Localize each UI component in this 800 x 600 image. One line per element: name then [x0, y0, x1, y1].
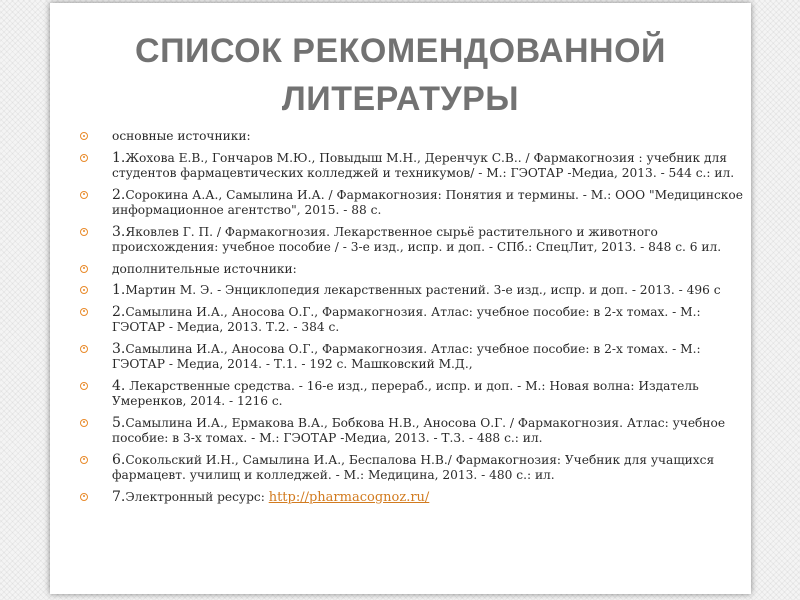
- reference-item: [108, 453, 744, 484]
- item-number: 2.: [112, 303, 126, 320]
- slide-card: [50, 3, 751, 594]
- reference-item: [108, 151, 744, 182]
- slide-title: [50, 27, 751, 123]
- item-number: 2.: [112, 186, 126, 203]
- item-text: основные источники:: [112, 129, 251, 143]
- bullet-icon: [80, 493, 88, 501]
- reference-list: [108, 129, 744, 511]
- item-number: 5.: [112, 414, 126, 431]
- item-number: 3.: [112, 223, 126, 240]
- reference-item: [108, 283, 744, 299]
- item-text: Самылина И.А., Аносова О.Г., Фармакогнозия. Атлас: учебное пособие: в 2-х томах. - М.: ГЭОТАР - Медиа, 2013. Т.2. - 384 с.: [112, 304, 701, 334]
- item-text: Сорокина А.А., Самылина И.А. / Фармакогнозия: Понятия и термины. - М.: ООО "Медицинское информационное агентство", 2015. - 88 с.: [112, 187, 743, 217]
- title-line-2: ЛИТЕРАТУРЫ: [281, 80, 520, 118]
- item-number: 4.: [112, 377, 126, 394]
- title-line-1: СПИСОК РЕКОМЕНДОВАННОЙ: [135, 32, 666, 70]
- item-text: Жохова Е.В., Гончаров М.Ю., Повыдыш М.Н., Деренчук С.В.. / Фармакогнозия : учебник для студентов фармацевтических колледжей и техникумов/ - М.: ГЭОТАР -Медиа, 2013. - 544 с.: ил.: [112, 150, 735, 180]
- reference-item: [108, 379, 744, 410]
- bullet-icon: [80, 228, 88, 236]
- reference-item: [108, 490, 744, 506]
- item-number: 7.: [112, 488, 126, 505]
- item-number: 6.: [112, 451, 126, 468]
- bullet-icon: [80, 154, 88, 162]
- reference-item: [108, 305, 744, 336]
- item-text: Сокольский И.Н., Самылина И.А., Беспалова Н.В./ Фармакогнозия: Учебник для учащихся фармацевт. училищ и колледжей. - М.: Медицина, 2013. - 480 с.: ил.: [112, 452, 715, 482]
- item-text: Самылина И.А., Ермакова В.А., Бобкова Н.В., Аносова О.Г. / Фармакогнозия. Атлас: учебное пособие: в 3-х томах. - М.: ГЭОТАР -Медиа, 2013. - Т.3. - 488 с.: ил.: [112, 415, 726, 445]
- bullet-icon: [80, 286, 88, 294]
- reference-item: [108, 342, 744, 373]
- bullet-icon: [80, 132, 88, 140]
- bullet-icon: [80, 308, 88, 316]
- item-number: 3.: [112, 340, 126, 357]
- bullet-icon: [80, 456, 88, 464]
- reference-item: [108, 188, 744, 219]
- item-number: 1.: [112, 282, 126, 298]
- resource-link[interactable]: http://pharmacognoz.ru/: [268, 489, 430, 505]
- item-text: Электронный ресурс:: [125, 489, 269, 504]
- item-number: 1.: [112, 149, 126, 166]
- bullet-icon: [80, 382, 88, 390]
- bullet-icon: [80, 191, 88, 199]
- section-heading: [108, 129, 744, 145]
- section-heading: [108, 262, 744, 278]
- item-text: Мартин М. Э. - Энциклопедия лекарственных растений. 3-е изд., испр. и доп. - 2013. - 496 с: [125, 283, 721, 297]
- item-text: Самылина И.А., Аносова О.Г., Фармакогнозия. Атлас: учебное пособие: в 2-х томах. - М.: ГЭОТАР - Медиа, 2014. - Т.1. - 192 с. Машковский М.Д.,: [112, 341, 701, 371]
- bullet-icon: [80, 265, 88, 273]
- bullet-icon: [80, 345, 88, 353]
- bullet-icon: [80, 419, 88, 427]
- item-text: Лекарственные средства. - 16-е изд., перераб., испр. и доп. - М.: Новая волна: Издатель Умеренков, 2014. - 1216 с.: [112, 378, 699, 408]
- item-text: Яковлев Г. П. / Фармакогнозия. Лекарственное сырьё растительного и животного происхождения: учебное пособие / - 3-е изд., испр. и доп. - СПб.: СпецЛит, 2013. - 848 с. 6 ил.: [112, 224, 722, 254]
- reference-item: [108, 416, 744, 447]
- reference-item: [108, 225, 744, 256]
- item-text: дополнительные источники:: [112, 261, 297, 276]
